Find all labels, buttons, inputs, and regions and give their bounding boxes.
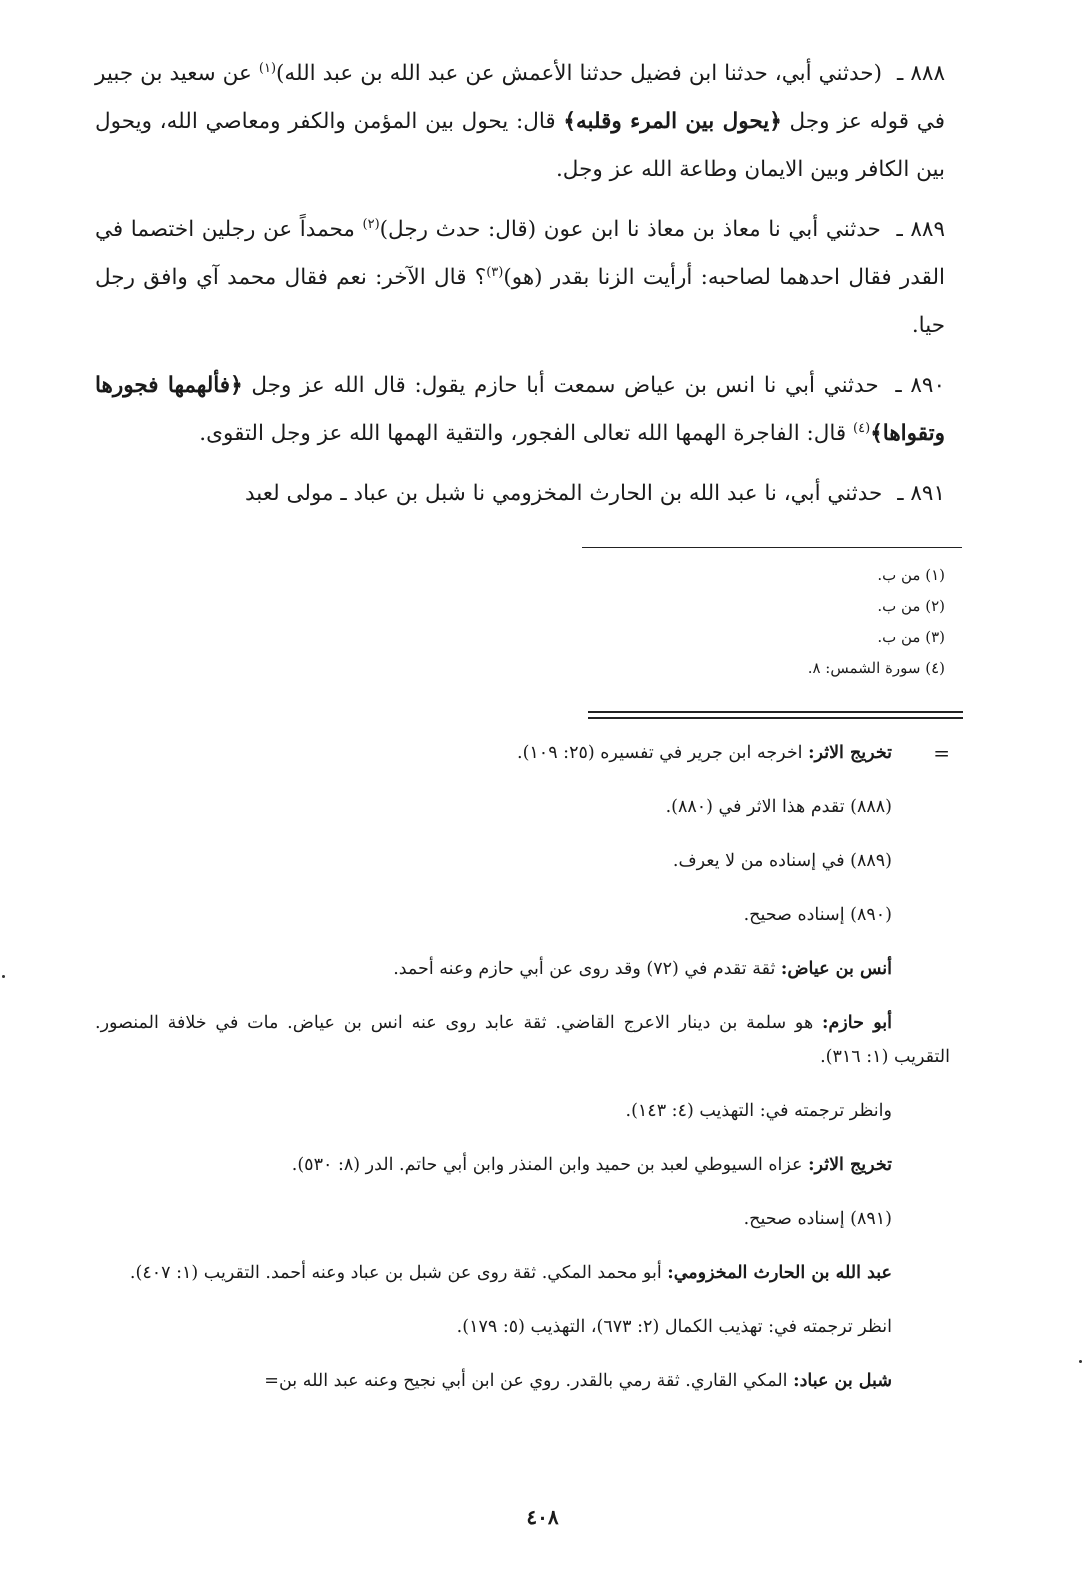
footnote-ref: (١) [258, 60, 277, 76]
continuation-mark: = [933, 741, 950, 765]
commentary-line: (٨٨٩) في إسناده من لا يعرف. [672, 851, 892, 871]
main-text [95, 50, 945, 530]
narration-number: ٨٩٠ ـ [895, 373, 946, 398]
footnote: (٣) من ب. [877, 628, 945, 646]
footnote: (١) من ب. [877, 566, 945, 584]
commentary-line: تخريج الاثر: عزاه السيوطي لعبد بن حميد وابن المنذر وابن أبي حاتم. الدر (٨: ٥٣٠). [291, 1155, 892, 1175]
commentary-line: (٨٩١) إسناده صحيح. [743, 1209, 892, 1229]
quran-quote: ﴿فألهمها فجورها وتقواها﴾ [95, 373, 945, 446]
commentary-line: = تخريج الاثر: اخرجه ابن جرير في تفسيره (٢٥: ١٠٩). [95, 736, 950, 770]
commentary-line: أنس بن عياض: ثقة تقدم في (٧٢) وقد روى عن أبي حازم وعنه أحمد. [393, 959, 892, 979]
footnote-ref: (٢) [362, 216, 380, 232]
scan-speck [1079, 1360, 1082, 1363]
narration-890: ٨٩٠ ـ حدثني أبي نا انس بن عياض سمعت أبا حازم يقول: قال الله عز وجل ﴿فألهمها فجورها وتقواها﴾$^{(٤)}$ قال: الفاجرة الهمها الله تعالى الفجور، والتقية الهمها الله عز وجل التقوى. [95, 373, 946, 446]
scan-speck [2, 975, 5, 978]
commentary-divider [588, 711, 963, 719]
page-number: ٤٠٨ [526, 1505, 559, 1529]
footnote-ref: (٤) [853, 420, 871, 436]
commentary-line: (٨٨٨) تقدم هذا الاثر في (٨٨٠). [665, 797, 892, 817]
narration-888: ٨٨٨ ـ (حدثني أبي، حدثنا ابن فضيل حدثنا الأعمش عن عبد الله بن عبد الله)$^{(١)}$ عن سعيد بن جبير في قوله عز وجل ﴿يحول بين المرء وقلبه﴾ قال: يحول بين المؤمن والكفر ومعاصي الله، ويحول بين الكافر وبين الايمان وطاعة الله عز وجل. [95, 60, 945, 182]
commentary-line: وانظر ترجمته في: التهذيب (٤: ١٤٣). [625, 1101, 892, 1121]
narration-number: ٨٨٨ ـ [897, 61, 945, 86]
footnote: (٢) من ب. [877, 597, 945, 615]
narration-891: ٨٩١ ـ حدثني أبي، نا عبد الله بن الحارث المخزومي نا شبل بن عباد ـ مولى لعبد [244, 481, 945, 506]
footnote: (٤) سورة الشمس: ٨. [807, 659, 945, 677]
commentary [95, 736, 950, 1418]
footnote-ref: (٣) [486, 264, 504, 280]
commentary-line: (٨٩٠) إسناده صحيح. [743, 905, 892, 925]
commentary-line: عبد الله بن الحارث المخزومي: أبو محمد المكي. ثقة روى عن شبل بن عباد وعنه أحمد. التقريب (١: ٤٠٧). [129, 1263, 892, 1283]
commentary-line: انظر ترجمته في: تهذيب الكمال (٢: ٦٧٣)، التهذيب (٥: ١٧٩). [456, 1317, 892, 1337]
commentary-line: شبل بن عباد: المكي القاري. ثقة رمي بالقدر. روي عن ابن أبي نجيح وعنه عبد الله بن= [264, 1371, 892, 1391]
footnote-divider [582, 547, 962, 548]
commentary-line: أبو حازم: هو سلمة بن دينار الاعرج القاضي. ثقة عابد روى عنه انس بن عياض. مات في خلافة المنصور. التقريب (١: ٣١٦). [95, 1013, 950, 1067]
narration-number: ٨٩١ ـ [897, 481, 945, 506]
narration-889: ٨٨٩ ـ حدثني أبي نا معاذ بن معاذ نا ابن عون (قال: حدث رجل)$^{(٢)}$ محمداً عن رجلين اختصما في القدر فقال احدهما لصاحبه: أرأيت الزنا بقدر (هو)$^{(٣)}$؟ قال الآخر: نعم فقال محمد آي وافق رجل حيا. [95, 216, 945, 338]
footnotes [600, 560, 945, 684]
narration-number: ٨٨٩ ـ [896, 217, 945, 242]
quran-quote: ﴿يحول بين المرء وقلبه﴾ [563, 109, 782, 134]
